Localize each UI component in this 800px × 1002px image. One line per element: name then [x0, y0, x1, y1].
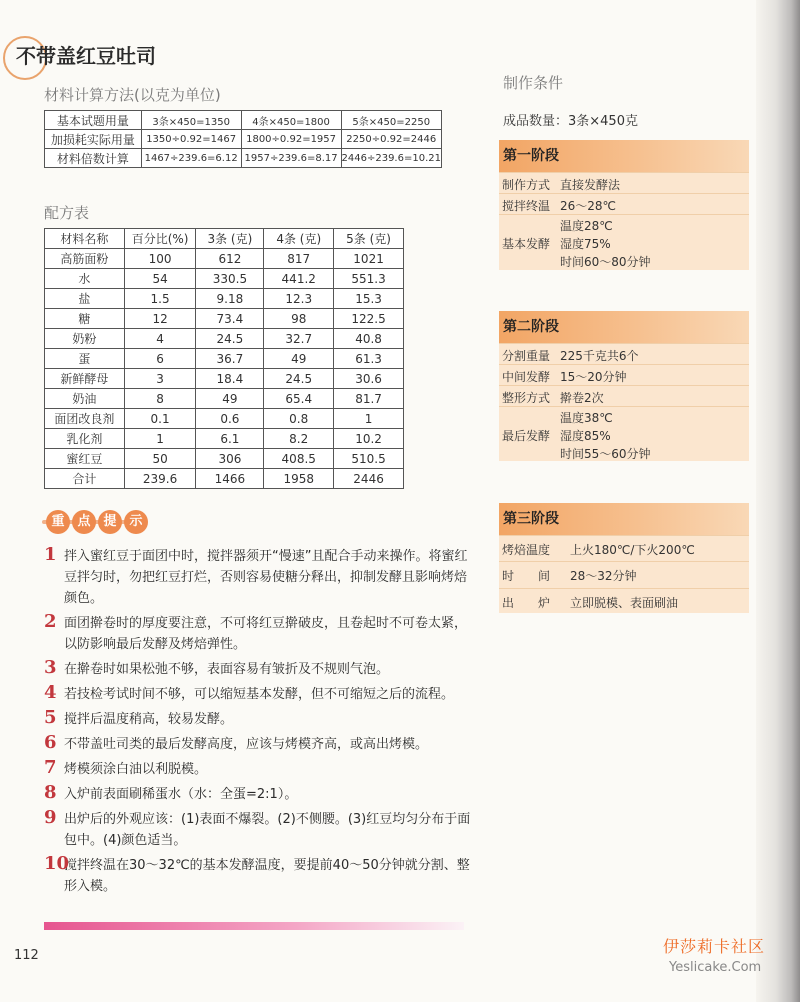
- condition-value: 15～20分钟: [560, 370, 627, 384]
- condition-row: [499, 343, 749, 364]
- column-header: 百分比(%): [124, 229, 196, 249]
- tip-item: [44, 546, 476, 609]
- table-cell: 6.1: [196, 429, 264, 449]
- table-cell: 盐: [45, 289, 125, 309]
- table-cell: 4条×450=1800: [241, 111, 341, 130]
- table-cell: 306: [196, 449, 264, 469]
- table-cell: 3条×450=1350: [141, 111, 241, 130]
- table-cell: 98: [264, 309, 334, 329]
- tips-list: [44, 546, 476, 901]
- table-cell: 817: [264, 249, 334, 269]
- table-cell: 0.8: [264, 409, 334, 429]
- stage-1-card: [499, 140, 749, 270]
- tip-text: 不带盖吐司类的最后发酵高度，应该与烤模齐高，或高出烤模。: [64, 737, 429, 752]
- tip-number: 7: [44, 757, 57, 778]
- condition-row: [499, 588, 749, 615]
- table-cell: 36.7: [196, 349, 264, 369]
- table-cell: 24.5: [196, 329, 264, 349]
- tip-text: 烤模须涂白油以利脱模。: [64, 762, 208, 777]
- table-cell: 1: [124, 429, 196, 449]
- tip-number: 8: [44, 782, 57, 803]
- table-cell: 合计: [45, 469, 125, 489]
- tip-number: 6: [44, 732, 57, 753]
- recipe-table: [44, 228, 404, 489]
- table-cell: 15.3: [334, 289, 404, 309]
- table-row: [45, 449, 404, 469]
- table-cell: 612: [196, 249, 264, 269]
- table-cell: 40.8: [334, 329, 404, 349]
- condition-row: [499, 214, 749, 272]
- table-cell: 面团改良剂: [45, 409, 125, 429]
- condition-value: 温度38℃: [560, 411, 613, 425]
- tip-text: 若技检考试时间不够，可以缩短基本发酵，但不可缩短之后的流程。: [64, 687, 455, 702]
- column-header: 3条 (克): [196, 229, 264, 249]
- condition-row: [499, 364, 749, 385]
- table-cell: 551.3: [334, 269, 404, 289]
- table-cell: 18.4: [196, 369, 264, 389]
- tip-number: 2: [44, 611, 57, 632]
- tip-item: [44, 613, 476, 655]
- condition-value: 上火180℃/下火200℃: [570, 543, 695, 557]
- condition-value: 湿度75%: [560, 237, 611, 251]
- table-row: [45, 269, 404, 289]
- table-cell: 61.3: [334, 349, 404, 369]
- stage-title: 第一阶段: [499, 140, 749, 172]
- tip-number: 1: [44, 544, 57, 565]
- table-cell: 239.6: [124, 469, 196, 489]
- tip-item: [44, 784, 476, 805]
- table-cell: 441.2: [264, 269, 334, 289]
- badge-char: 示: [124, 510, 148, 534]
- tip-text: 在擀卷时如果松弛不够，表面容易有皱折及不规则气泡。: [64, 662, 390, 677]
- table-cell: 糖: [45, 309, 125, 329]
- table-cell: 1021: [334, 249, 404, 269]
- table-cell: 81.7: [334, 389, 404, 409]
- condition-value: 立即脱模、表面刷油: [570, 596, 679, 610]
- table-row: [45, 429, 404, 449]
- tip-number: 3: [44, 657, 57, 678]
- tip-item: [44, 684, 476, 705]
- table-cell: 32.7: [264, 329, 334, 349]
- page-title: 不带盖红豆吐司: [16, 44, 156, 68]
- table-cell: 1: [334, 409, 404, 429]
- table-cell: 材料倍数计算: [45, 149, 142, 168]
- badge-char: 重: [46, 510, 70, 534]
- condition-key: 烤焙温度: [502, 543, 551, 557]
- table-cell: 水: [45, 269, 125, 289]
- condition-key: 整形方式: [502, 391, 551, 405]
- table-cell: 122.5: [334, 309, 404, 329]
- column-header: 5条 (克): [334, 229, 404, 249]
- table-cell: 100: [124, 249, 196, 269]
- table-row: [45, 349, 404, 369]
- tip-text: 面团擀卷时的厚度要注意，不可将红豆擀破皮，且卷起时不可卷太紧，以防影响最后发酵及烤焙弹性。: [64, 616, 468, 652]
- table-cell: 高筋面粉: [45, 249, 125, 269]
- stage-3-card: [499, 503, 749, 613]
- table-row: [45, 111, 442, 130]
- condition-value: 温度28℃: [560, 219, 613, 233]
- condition-key: 中间发酵: [502, 370, 551, 384]
- table-cell: 2446: [334, 469, 404, 489]
- condition-row: [499, 172, 749, 193]
- condition-value: 28～32分钟: [570, 569, 637, 583]
- badge-char: 点: [72, 510, 96, 534]
- tip-item: [44, 734, 476, 755]
- table-cell: 1.5: [124, 289, 196, 309]
- condition-key: 时 间: [502, 569, 551, 583]
- table-cell: 6: [124, 349, 196, 369]
- condition-value: 225千克共6个: [560, 349, 639, 363]
- tip-text: 拌入蜜红豆于面团中时，搅拌器须开“慢速”且配合手动来操作。将蜜红豆拌匀时，勿把红豆打烂，否则容易使糖分释出，抑制发酵且影响烤焙颜色。: [64, 549, 468, 606]
- tip-number: 5: [44, 707, 57, 728]
- watermark-cn: 伊莎莉卡社区: [663, 937, 766, 956]
- recipe-heading: 配方表: [44, 204, 90, 222]
- table-cell: 1466: [196, 469, 264, 489]
- table-cell: 1467÷239.6=6.12: [141, 149, 241, 168]
- condition-row: [499, 535, 749, 561]
- stage-2-card: [499, 311, 749, 461]
- watermark-en: Yeslicake.Com: [669, 960, 762, 975]
- table-cell: 3: [124, 369, 196, 389]
- table-row: [45, 389, 404, 409]
- decorative-bar: [44, 922, 464, 930]
- column-header: 4条 (克): [264, 229, 334, 249]
- calc-heading: 材料计算方法(以克为单位): [44, 86, 221, 104]
- condition-key: 分割重量: [502, 349, 551, 363]
- table-cell: 1958: [264, 469, 334, 489]
- table-cell: 65.4: [264, 389, 334, 409]
- column-header: 材料名称: [45, 229, 125, 249]
- page-number: 112: [14, 948, 39, 963]
- condition-row: [499, 406, 749, 464]
- condition-value: 26～28℃: [560, 199, 617, 213]
- table-cell: 9.18: [196, 289, 264, 309]
- tip-text: 入炉前表面刷稀蛋水（水：全蛋=2:1）。: [64, 787, 298, 802]
- badge-char: 提: [98, 510, 122, 534]
- table-row: [45, 409, 404, 429]
- condition-key: 基本发酵: [502, 237, 551, 251]
- tip-text: 搅拌终温在30～32℃的基本发酵温度，要提前40～50分钟就分割、整形入模。: [64, 858, 470, 894]
- calc-table: [44, 110, 442, 168]
- table-cell: 73.4: [196, 309, 264, 329]
- table-cell: 1957÷239.6=8.17: [241, 149, 341, 168]
- table-cell: 0.1: [124, 409, 196, 429]
- table-cell: 12.3: [264, 289, 334, 309]
- table-cell: 乳化剂: [45, 429, 125, 449]
- tip-number: 9: [44, 807, 57, 828]
- condition-value: 时间60～80分钟: [560, 255, 651, 269]
- condition-key: 出 炉: [502, 596, 551, 610]
- table-cell: 49: [264, 349, 334, 369]
- table-row: [45, 369, 404, 389]
- condition-row: [499, 385, 749, 406]
- table-cell: 54: [124, 269, 196, 289]
- table-cell: 8.2: [264, 429, 334, 449]
- stage-title: 第二阶段: [499, 311, 749, 343]
- table-row: [45, 469, 404, 489]
- condition-key: 搅拌终温: [502, 199, 551, 213]
- table-cell: 奶油: [45, 389, 125, 409]
- table-row: [45, 329, 404, 349]
- tip-item: [44, 709, 476, 730]
- table-cell: 奶粉: [45, 329, 125, 349]
- table-cell: 蛋: [45, 349, 125, 369]
- stage-title: 第三阶段: [499, 503, 749, 535]
- quantity: 成品数量：3条×450克: [503, 114, 638, 129]
- book-spine-shadow: [756, 0, 800, 1002]
- table-cell: 1800÷0.92=1957: [241, 130, 341, 149]
- tip-text: 出炉后的外观应该：(1)表面不爆裂。(2)不侧腰。(3)红豆均匀分布于面包中。(4)颜色适当。: [64, 812, 471, 848]
- table-cell: 0.6: [196, 409, 264, 429]
- tip-item: [44, 809, 476, 851]
- condition-row: [499, 193, 749, 214]
- table-cell: 408.5: [264, 449, 334, 469]
- tip-item: [44, 855, 476, 897]
- table-cell: 1350÷0.92=1467: [141, 130, 241, 149]
- condition-row: [499, 561, 749, 588]
- key-tips-badge: [42, 508, 146, 536]
- table-cell: 2250÷0.92=2446: [341, 130, 441, 149]
- table-cell: 2446÷239.6=10.21: [341, 149, 441, 168]
- tip-text: 搅拌后温度稍高，较易发酵。: [64, 712, 234, 727]
- table-row: [45, 289, 404, 309]
- table-cell: 5条×450=2250: [341, 111, 441, 130]
- table-row: [45, 130, 442, 149]
- conditions-heading: 制作条件: [503, 74, 564, 92]
- condition-value: 湿度85%: [560, 429, 611, 443]
- tip-number: 4: [44, 682, 57, 703]
- table-cell: 蜜红豆: [45, 449, 125, 469]
- table-cell: 12: [124, 309, 196, 329]
- table-header-row: [45, 229, 404, 249]
- table-cell: 8: [124, 389, 196, 409]
- tip-item: [44, 759, 476, 780]
- recipe-table-body: [45, 249, 404, 489]
- table-cell: 24.5: [264, 369, 334, 389]
- table-cell: 49: [196, 389, 264, 409]
- table-row: [45, 249, 404, 269]
- condition-key: 制作方式: [502, 178, 551, 192]
- condition-value: 直接发酵法: [560, 178, 621, 192]
- table-cell: 基本试题用量: [45, 111, 142, 130]
- table-cell: 新鲜酵母: [45, 369, 125, 389]
- table-cell: 4: [124, 329, 196, 349]
- table-cell: 510.5: [334, 449, 404, 469]
- table-row: [45, 149, 442, 168]
- table-row: [45, 309, 404, 329]
- table-cell: 330.5: [196, 269, 264, 289]
- condition-value: 时间55～60分钟: [560, 447, 651, 461]
- table-cell: 30.6: [334, 369, 404, 389]
- table-cell: 加损耗实际用量: [45, 130, 142, 149]
- tip-item: [44, 659, 476, 680]
- table-cell: 10.2: [334, 429, 404, 449]
- tip-number: 10: [44, 853, 70, 874]
- table-cell: 50: [124, 449, 196, 469]
- condition-key: 最后发酵: [502, 429, 551, 443]
- condition-value: 擀卷2次: [560, 391, 604, 405]
